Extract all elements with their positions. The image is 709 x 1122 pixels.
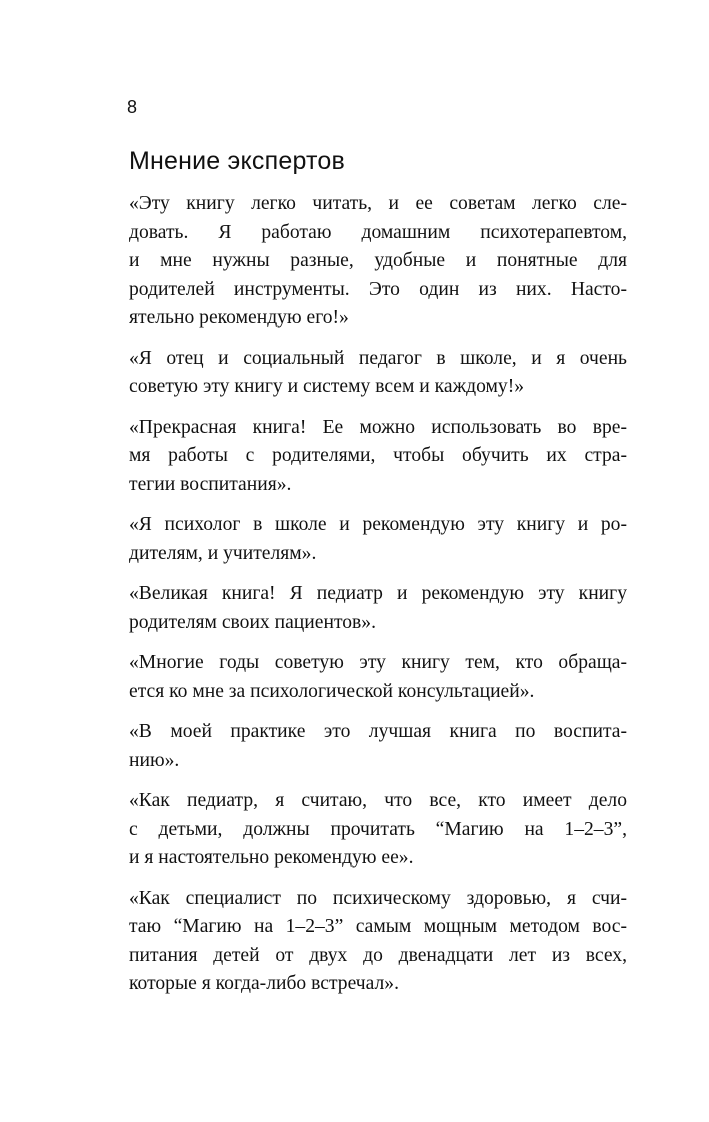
quote-line: и я настоятельно рекомендую ее». — [129, 847, 414, 868]
quote-line: родителям своих пациентов». — [129, 611, 377, 633]
quote-9 — [129, 885, 627, 999]
quote-line: ется ко мне за психологической консультацией». — [129, 680, 535, 702]
quote-6 — [129, 649, 627, 706]
quote-line: «Прекрасная книга! Ее можно использовать во вре- — [129, 416, 627, 438]
quote-line: питания детей от двух до двенадцати лет из всех, — [129, 944, 627, 966]
quote-line: довать. Я работаю домашним психотерапевтом, — [129, 221, 627, 243]
quote-line: с детьми, должны прочитать “Магию на 1–2–3”, — [129, 818, 627, 840]
quote-3 — [129, 414, 627, 500]
quote-line: которые я когда-либо встречал». — [129, 973, 399, 994]
quote-line: нию». — [129, 749, 180, 771]
quote-4 — [129, 511, 627, 568]
quote-line: «Как педиатр, я считаю, что все, кто имеет дело — [129, 790, 627, 811]
quote-line: «Эту книгу легко читать, и ее советам легко сле- — [129, 193, 627, 214]
quote-line: таю “Магию на 1–2–3” самым мощным методом вос- — [129, 916, 627, 937]
quote-line: ятельно рекомендую его!» — [129, 307, 349, 328]
quote-line: «В моей практике это лучшая книга по воспита- — [129, 721, 627, 742]
quote-line: мя работы с родителями, чтобы обучить их стра- — [129, 445, 627, 466]
quote-line: советую эту книгу и систему всем и каждому!» — [129, 376, 525, 397]
quote-8 — [129, 787, 627, 873]
quote-line: дителям, и учителям». — [129, 542, 317, 564]
quote-line: «Многие годы советую эту книгу тем, кто обраща- — [129, 652, 627, 673]
quote-line: «Я отец и социальный педагог в школе, и я очень — [129, 347, 627, 369]
quote-line: тегии воспитания». — [129, 473, 292, 495]
quote-7 — [129, 718, 627, 775]
quote-line: и мне нужны разные, удобные и понятные для — [129, 250, 627, 271]
quote-line: «Великая книга! Я педиатр и рекомендую эту книгу — [129, 583, 627, 604]
quote-line: «Как специалист по психическому здоровью, я счи- — [129, 887, 627, 909]
expert-quotes — [129, 190, 627, 1011]
page-number: 8 — [127, 97, 138, 117]
quote-line: «Я психолог в школе и рекомендую эту книгу и ро- — [129, 514, 627, 535]
section-title: Мнение экспертов — [129, 147, 345, 175]
quote-2 — [129, 345, 627, 402]
quote-line: родителей инструменты. Это один из них. Насто- — [129, 278, 627, 300]
quote-1 — [129, 190, 627, 333]
quote-5 — [129, 580, 627, 637]
